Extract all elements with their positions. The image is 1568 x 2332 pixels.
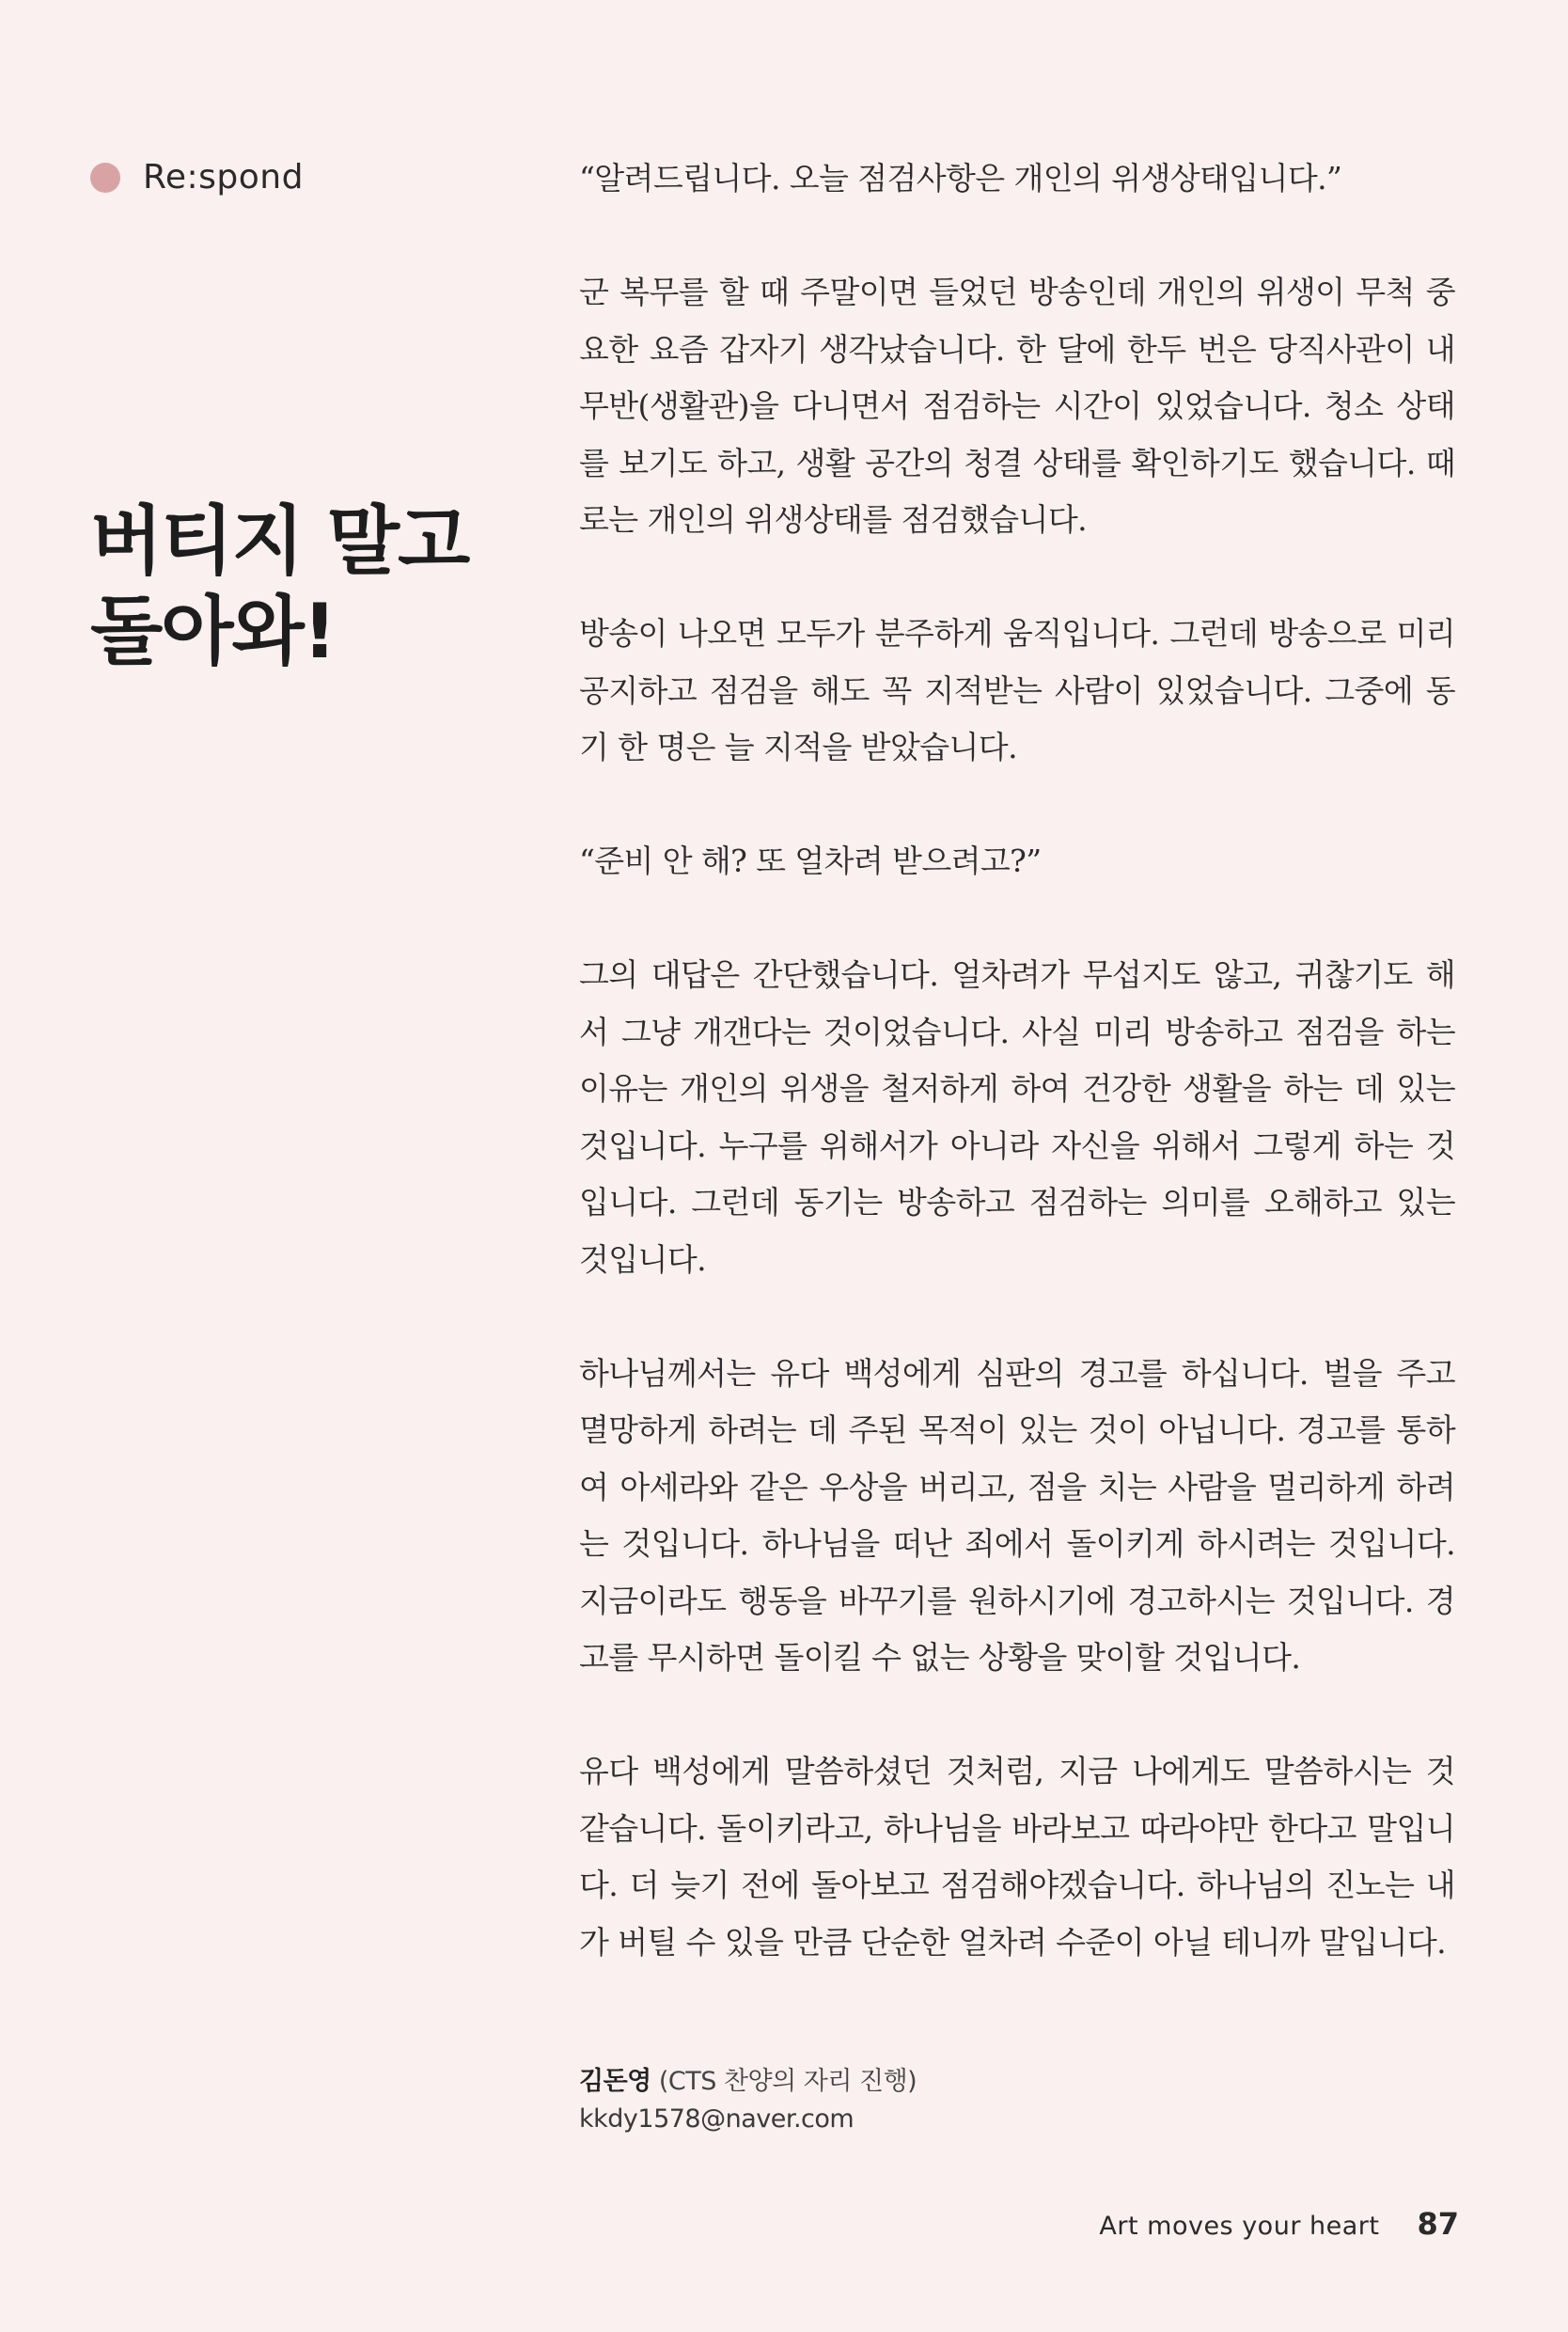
author-byline <box>579 2063 917 2138</box>
body-paragraph-3: 방송이 나오면 모두가 분주하게 움직입니다. 그런데 방송으로 미리 공지하고 점검을 해도 꼭 지적받는 사람이 있었습니다. 그중에 동기 한 명은 늘 지적을 받았습니다. <box>579 615 1455 765</box>
footer-slogan: Art moves your heart <box>1099 2212 1380 2241</box>
author-line <box>579 2063 917 2101</box>
article-title-line-2: 돌아와! <box>90 588 336 675</box>
article-title-line-1: 버티지 말고 <box>90 497 469 585</box>
section-label: Re:spond <box>143 158 304 197</box>
author-name: 김돈영 <box>579 2067 651 2096</box>
page-footer <box>1099 2206 1459 2242</box>
page-number: 87 <box>1417 2206 1459 2242</box>
section-dot-icon <box>90 163 120 193</box>
body-paragraph-7: 유다 백성에게 말씀하셨던 것처럼, 지금 나에게도 말씀하시는 것 같습니다. 돌이키라고, 하나님을 바라보고 따라야만 한다고 말입니다. 더 늦기 전에 돌아보고 점검해야겠습니다. 하나님의 진노는 내가 버틸 수 있을 만큼 단순한 얼차려 수준이 아닐 테니까 말입니다. <box>579 1753 1455 1961</box>
article-body <box>579 150 1455 2028</box>
article-title <box>90 496 523 677</box>
author-role: (CTS 찬양의 자리 진행) <box>658 2067 917 2096</box>
body-paragraph-5: 그의 대답은 간단했습니다. 얼차려가 무섭지도 않고, 귀찮기도 해서 그냥 개갠다는 것이었습니다. 사실 미리 방송하고 점검을 하는 이유는 개인의 위생을 철저하게 하여 건강한 생활을 하는 데 있는 것입니다. 누구를 위해서가 아니라 자신을 위해서 그렇게 하는 것입니다. 그런데 동기는 방송하고 점검하는 의미를 오해하고 있는 것입니다. <box>579 956 1455 1278</box>
section-tag <box>90 158 304 197</box>
author-email: kkdy1578@naver.com <box>579 2104 855 2134</box>
body-paragraph-1: “알려드립니다. 오늘 점검사항은 개인의 위생상태입니다.” <box>579 160 1342 197</box>
body-paragraph-2: 군 복무를 할 때 주말이면 들었던 방송인데 개인의 위생이 무척 중요한 요즘 갑자기 생각났습니다. 한 달에 한두 번은 당직사관이 내무반(생활관)을 다니면서 점검하는 시간이 있었습니다. 청소 상태를 보기도 하고, 생활 공간의 청결 상태를 확인하기도 했습니다. 때로는 개인의 위생상태를 점검했습니다. <box>579 274 1455 538</box>
body-paragraph-4: “준비 안 해? 또 얼차려 받으려고?” <box>579 843 1042 879</box>
body-paragraph-6: 하나님께서는 유다 백성에게 심판의 경고를 하십니다. 벌을 주고 멸망하게 하려는 데 주된 목적이 있는 것이 아닙니다. 경고를 통하여 아세라와 같은 우상을 버리고, 점을 치는 사람을 멀리하게 하려는 것입니다. 하나님을 떠난 죄에서 돌이키게 하시려는 것입니다. 지금이라도 행동을 바꾸기를 원하시기에 경고하시는 것입니다. 경고를 무시하면 돌이킬 수 없는 상황을 맞이할 것입니다. <box>579 1354 1455 1676</box>
